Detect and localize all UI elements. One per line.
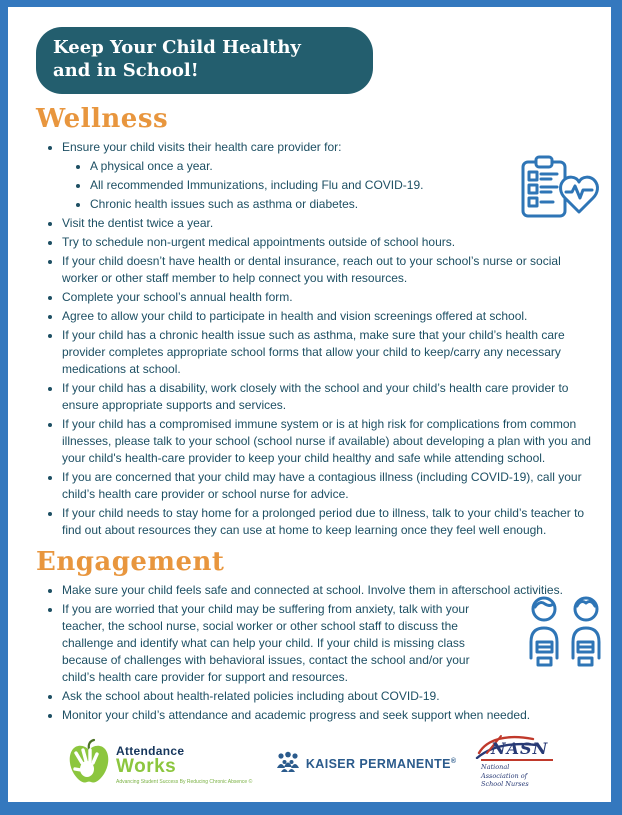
nasn-logo xyxy=(479,739,563,788)
list-item: • All recommended Immunizations, including Flu and COVID-19. xyxy=(90,177,595,194)
registered-mark: ® xyxy=(450,757,457,765)
flyer-page xyxy=(8,7,611,802)
list-item: • If your child needs to stay home for a prolonged period due to illness, talk to your child’s teacher to find out about resources they can use at home to keep learning once they feel well enough. xyxy=(62,505,595,539)
nasn-org-name: National Association of School Nurses xyxy=(481,763,529,789)
clipboard-heart-icon xyxy=(515,155,603,224)
engagement-list xyxy=(36,582,595,724)
list-item: • Visit the dentist twice a year. xyxy=(62,215,595,232)
list-item: • A physical once a year. xyxy=(90,158,595,175)
engagement-heading: Engagement xyxy=(36,546,225,577)
list-item: • Agree to allow your child to participate in health and vision screenings offered at school. xyxy=(62,308,595,325)
list-item: • If your child has a chronic health issue such as asthma, make sure that your child’s health care provider completes appropriate school forms that allow your child to keep/carry any necessary medications at school. xyxy=(62,327,595,378)
wellness-heading: Wellness xyxy=(36,103,169,134)
nasn-acronym: NASN xyxy=(491,739,549,759)
bullet-text: Ensure your child visits their health care provider for: xyxy=(62,139,342,154)
attendance-works-tagline: Advancing Student Success By Reducing Chronic Absence © xyxy=(116,778,253,785)
kaiser-permanente-logo xyxy=(275,751,457,778)
students-icon xyxy=(525,595,605,674)
list-item: • If your child has a disability, work closely with the school and your child’s health care provider to ensure appropriate supports and services. xyxy=(62,380,595,414)
attendance-works-name-top: Attendance xyxy=(116,743,185,758)
kaiser-people-icon xyxy=(275,751,301,778)
list-item: • If you are worried that your child may be suffering from anxiety, talk with your teacher, the school nurse, social worker or other school staff to discuss the challenge and identify what can help your child. If your child is missing class because of challenges with behavioral issues, contact the school and/or your child’s health care provider for support and resources. xyxy=(62,601,595,686)
list-item: • If your child has a compromised immune system or is at high risk for complications from common illnesses, please talk to your school (school nurse if available) about developing a plan with you and your child's health-care provider to keep your child healthy and safe while attending school. xyxy=(62,416,595,467)
attendance-works-name-bottom: Works xyxy=(116,755,177,777)
kaiser-wordmark: KAISER PERMANENTE® xyxy=(305,757,457,771)
list-item: • Chronic health issues such as asthma or diabetes. xyxy=(90,196,595,213)
title-line-2: and in School! xyxy=(53,60,199,82)
wellness-list xyxy=(36,139,595,539)
list-item: • If you are concerned that your child may have a contagious illness (including COVID-19), call your child’s health care provider or school nurse for advice. xyxy=(62,469,595,503)
title-line-1: Keep Your Child Healthy xyxy=(53,37,301,58)
title-banner xyxy=(36,27,373,94)
attendance-works-logo xyxy=(66,738,252,791)
list-item: • Complete your school’s annual health form. xyxy=(62,289,595,306)
footer-logos xyxy=(66,734,563,794)
list-item: • Ask the school about health-related policies including about COVID-19. xyxy=(62,688,595,705)
list-item: • Monitor your child’s attendance and academic progress and seek support when needed. xyxy=(62,707,595,724)
list-item: • Make sure your child feels safe and connected at school. Involve them in afterschool activities. xyxy=(62,582,595,599)
apple-hand-icon xyxy=(66,738,112,791)
list-item: • Try to schedule non-urgent medical appointments outside of school hours. xyxy=(62,234,595,251)
list-item: • If your child doesn’t have health or dental insurance, reach out to your school’s nurse or social worker or other staff member to help connect you with resources. xyxy=(62,253,595,287)
